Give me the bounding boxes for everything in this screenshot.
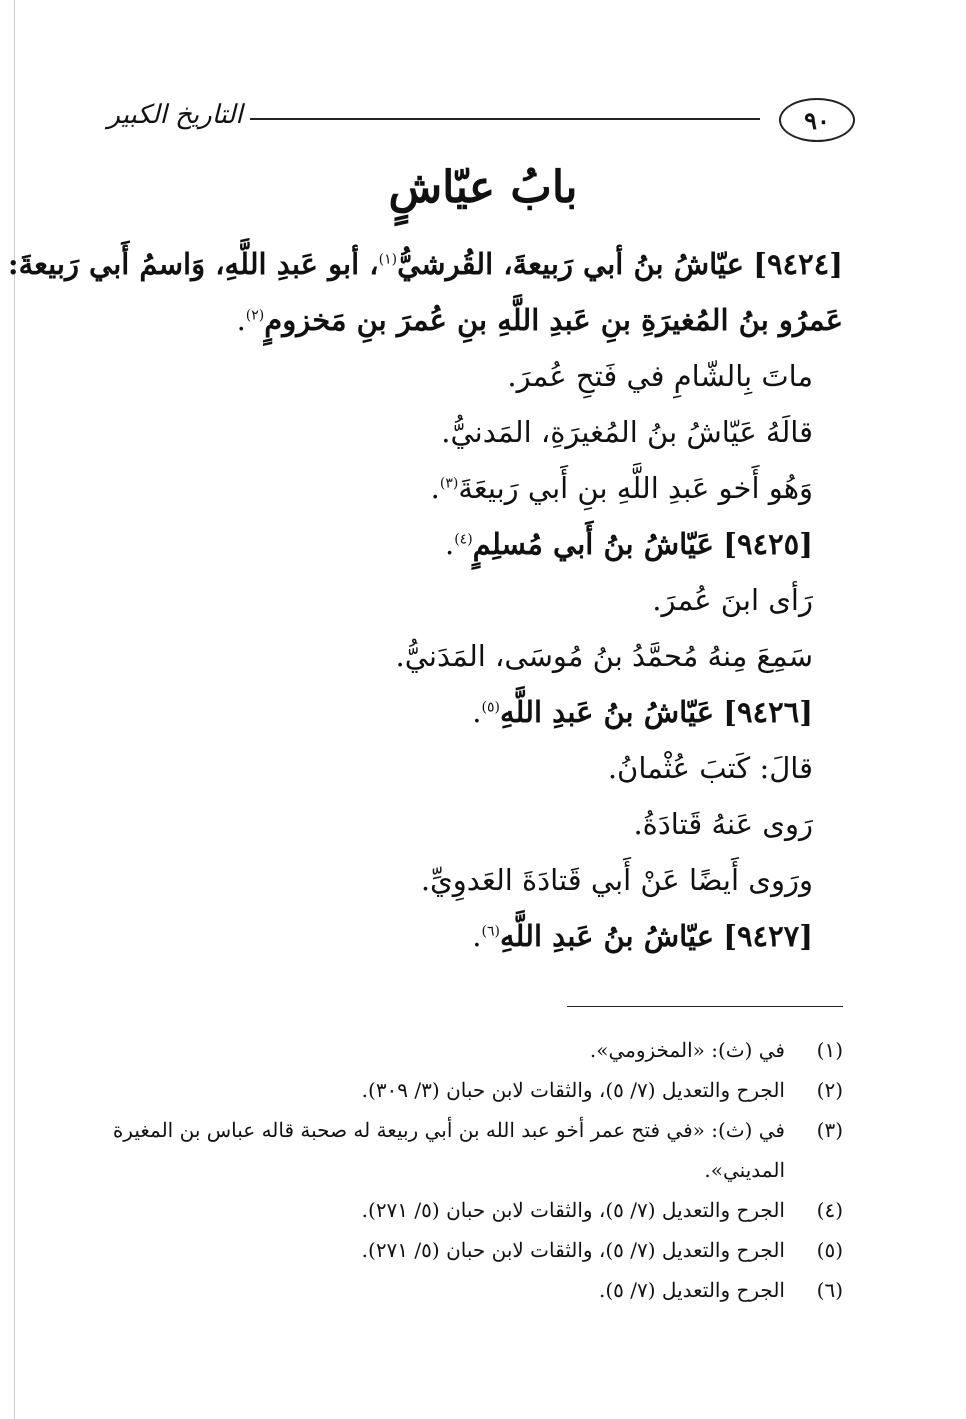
entry-9424-note2: قالَهُ عَيّاشُ بنُ المُغيرَةِ، المَدنيُّ. [441,415,813,449]
entry-9424-note1: ماتَ بِالشّامِ في فَتحِ عُمرَ. [507,359,813,393]
footnote [110,1270,843,1310]
footnote-text: الجرح والتعديل (٧/ ٥)، والثقات لابن حبان (٥/ ٢٧١). [361,1238,785,1262]
entry-9424-note3 [110,460,843,516]
running-title: التاريخ الكبير [107,100,243,130]
footnote-number: (٦) [816,1278,843,1302]
header-rule [250,118,760,120]
entry-9426-note3: ورَوى أَيضًا عَنْ أَبي قَتادَةَ العَدوِيِّ. [420,863,813,897]
footnotes [110,1030,843,1310]
entry-name: عَيّاشُ بنُ عَبدِ اللَّهِ [499,695,714,729]
footnote [110,1190,843,1230]
entry-name: عَيّاشُ بنُ أَبي مُسلِمٍ [472,527,714,561]
entry-9424-line2 [110,292,843,348]
page-header [100,98,855,142]
footnote [110,1110,843,1150]
entry-9427-head [110,908,843,964]
entry-9425-note1: رَأى ابنَ عُمرَ. [652,583,813,617]
footnote-separator [567,1006,843,1007]
footnote-text: الجرح والتعديل (٧/ ٥)، والثقات لابن حبان (٥/ ٢٧١). [361,1198,785,1222]
footnote-ref: (٥) [481,699,500,716]
footnote-ref: (٣) [439,475,459,492]
footnote-number: (٥) [816,1238,843,1262]
entry-number: [٩٤٢٤] [753,247,843,281]
entry-name: عيّاشُ بنُ أبي رَبيعةَ، القُرشيُّ [397,247,744,281]
footnote-text: في (ث): «المخزومي». [589,1038,785,1062]
entry-name: عيّاشُ بنُ عَبدِ اللَّهِ [499,919,714,953]
footnote-text: الجرح والتعديل (٧/ ٥)، والثقات لابن حبان (٣/ ٣٠٩). [361,1078,785,1102]
entry-number: [٩٤٢٧] [723,919,813,953]
footnote-ref: (٦) [481,923,500,940]
footnote [110,1030,843,1070]
entry-text: عَمرُو بنُ المُغيرَةِ بنِ عَبدِ اللَّهِ بنِ عُمرَ بنِ مَخزومٍ [264,303,843,337]
footnote-ref: (٤) [454,531,473,548]
page-number: ٩٠ [779,98,855,142]
entry-text-tail: . [430,471,440,505]
footnote-text: الجرح والتعديل (٧/ ٥). [598,1278,785,1302]
entry-9424-line1 [7,236,843,292]
footnote-number: (٣) [816,1118,843,1142]
entry-text-tail: . [236,303,246,337]
entry-9425-head [110,516,843,572]
footnote [110,1070,843,1110]
footnote [110,1230,843,1270]
footnote-number: (٤) [816,1198,843,1222]
chapter-title: بابُ عيّاشٍ [388,162,578,213]
footnote-ref: (٢) [245,307,265,324]
entry-text-tail: ، أبو عَبدِ اللَّهِ، وَاسمُ أَبي رَبيعةَ: [7,247,379,281]
entry-text-tail: . [472,919,482,953]
footnote-continuation: المديني». [704,1158,785,1182]
footnote-number: (٢) [816,1078,843,1102]
entry-9426-head [110,684,843,740]
entry-9426-note2: رَوى عَنهُ قَتادَةُ. [633,807,813,841]
entry-text: وَهُو أَخو عَبدِ اللَّهِ بنِ أَبي رَبيعَةَ [458,471,813,505]
entry-text-tail: . [472,695,482,729]
entry-9426-note1: قالَ: كَتبَ عُثْمانُ. [607,751,813,785]
footnote-number: (١) [816,1038,843,1062]
footnote-ref: (١) [378,251,398,268]
entry-text-tail: . [444,527,455,561]
footnote-text: في (ث): «في فتح عمر أخو عبد الله بن أبي ربيعة له صحبة قاله عباس بن المغيرة [112,1118,785,1142]
entry-number: [٩٤٢٥] [723,527,813,561]
entry-number: [٩٤٢٦] [723,695,813,729]
entry-9425-note2: سَمِعَ مِنهُ مُحمَّدُ بنُ مُوسَى، المَدَنيُّ. [395,639,813,673]
main-text [7,236,843,964]
